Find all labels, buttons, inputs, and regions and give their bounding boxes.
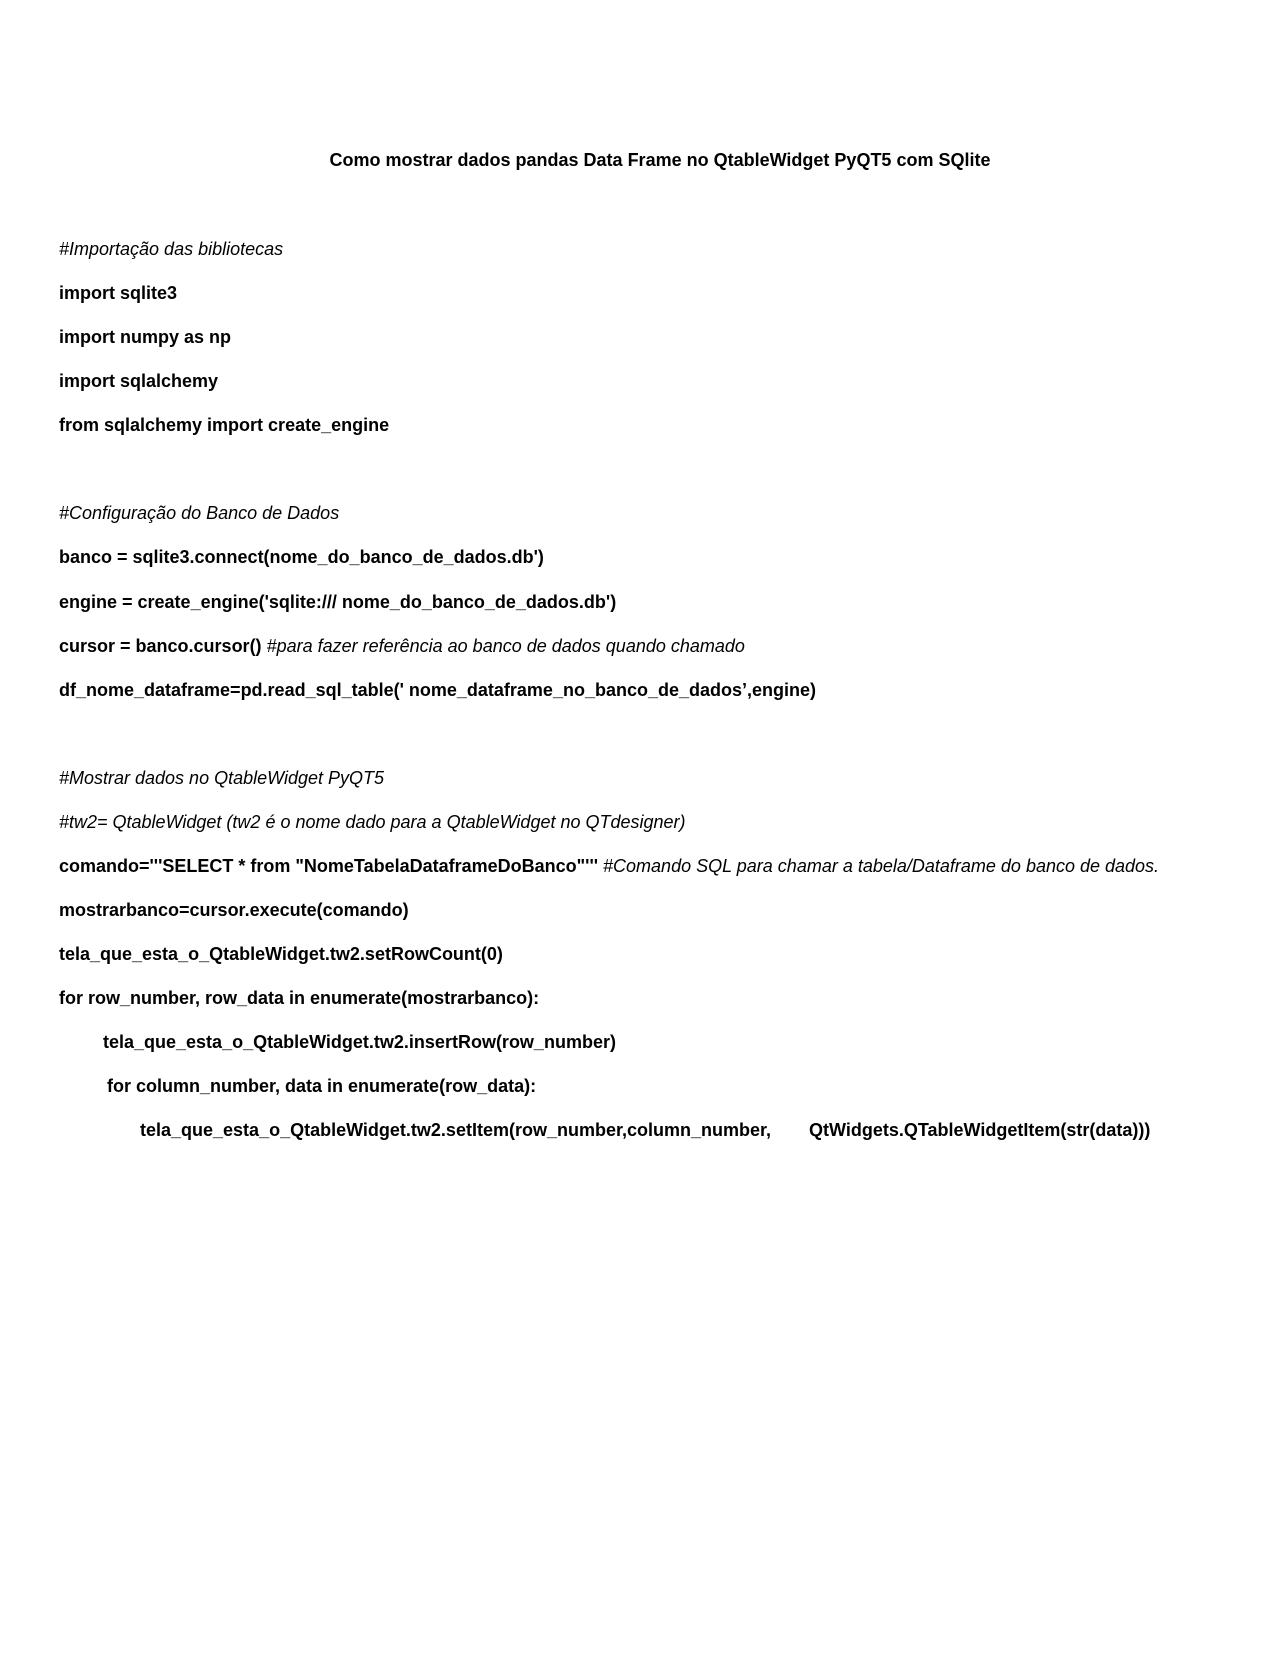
- cursor-comment: #para fazer referência ao banco de dados quando chamado: [261, 636, 745, 656]
- document-title: Como mostrar dados pandas Data Frame no QtableWidget PyQT5 com SQlite: [329, 150, 991, 170]
- imports-comment: #Importação das bibliotecas: [59, 239, 284, 259]
- code-line-for-column: for column_number, data in enumerate(row_data):: [107, 1076, 537, 1096]
- setitem-part-2: QtWidgets.QTableWidgetItem(str(data))): [809, 1120, 1151, 1140]
- show-comment-2: #tw2= QtableWidget (tw2 é o nome dado para a QtableWidget no QTdesigner): [59, 812, 686, 832]
- setitem-part-1: tela_que_esta_o_QtableWidget.tw2.setItem(row_number,column_number,: [140, 1120, 772, 1140]
- code-line-for-row: for row_number, row_data in enumerate(mostrarbanco):: [59, 988, 540, 1008]
- code-line-import-sqlalchemy: import sqlalchemy: [59, 371, 219, 391]
- config-comment: #Configuração do Banco de Dados: [59, 503, 340, 523]
- code-line-setrowcount: tela_que_esta_o_QtableWidget.tw2.setRowCount(0): [59, 944, 503, 964]
- code-line-cursor: [59, 635, 745, 657]
- cursor-code: cursor = banco.cursor(): [59, 636, 262, 656]
- comando-code: comando='''SELECT * from "NomeTabelaDataframeDoBanco"''': [59, 856, 599, 876]
- code-line-import-sqlite3: import sqlite3: [59, 283, 178, 303]
- code-line-insertrow: tela_que_esta_o_QtableWidget.tw2.insertRow(row_number): [103, 1032, 616, 1052]
- code-line-comando: [59, 855, 1159, 877]
- code-line-engine: engine = create_engine('sqlite:/// nome_do_banco_de_dados.db'): [59, 592, 617, 612]
- code-line-mostrarbanco: mostrarbanco=cursor.execute(comando): [59, 900, 409, 920]
- code-line-banco: banco = sqlite3.connect(nome_do_banco_de_dados.db'): [59, 547, 544, 567]
- code-line-import-create-engine: from sqlalchemy import create_engine: [59, 415, 390, 435]
- show-comment-1: #Mostrar dados no QtableWidget PyQT5: [59, 768, 384, 788]
- code-line-df: df_nome_dataframe=pd.read_sql_table(' nome_dataframe_no_banco_de_dados’,engine): [59, 680, 817, 700]
- code-line-setitem: [140, 1119, 1150, 1141]
- comando-comment: #Comando SQL para chamar a tabela/Dataframe do banco de dados.: [598, 856, 1160, 876]
- code-line-import-numpy: import numpy as np: [59, 327, 232, 347]
